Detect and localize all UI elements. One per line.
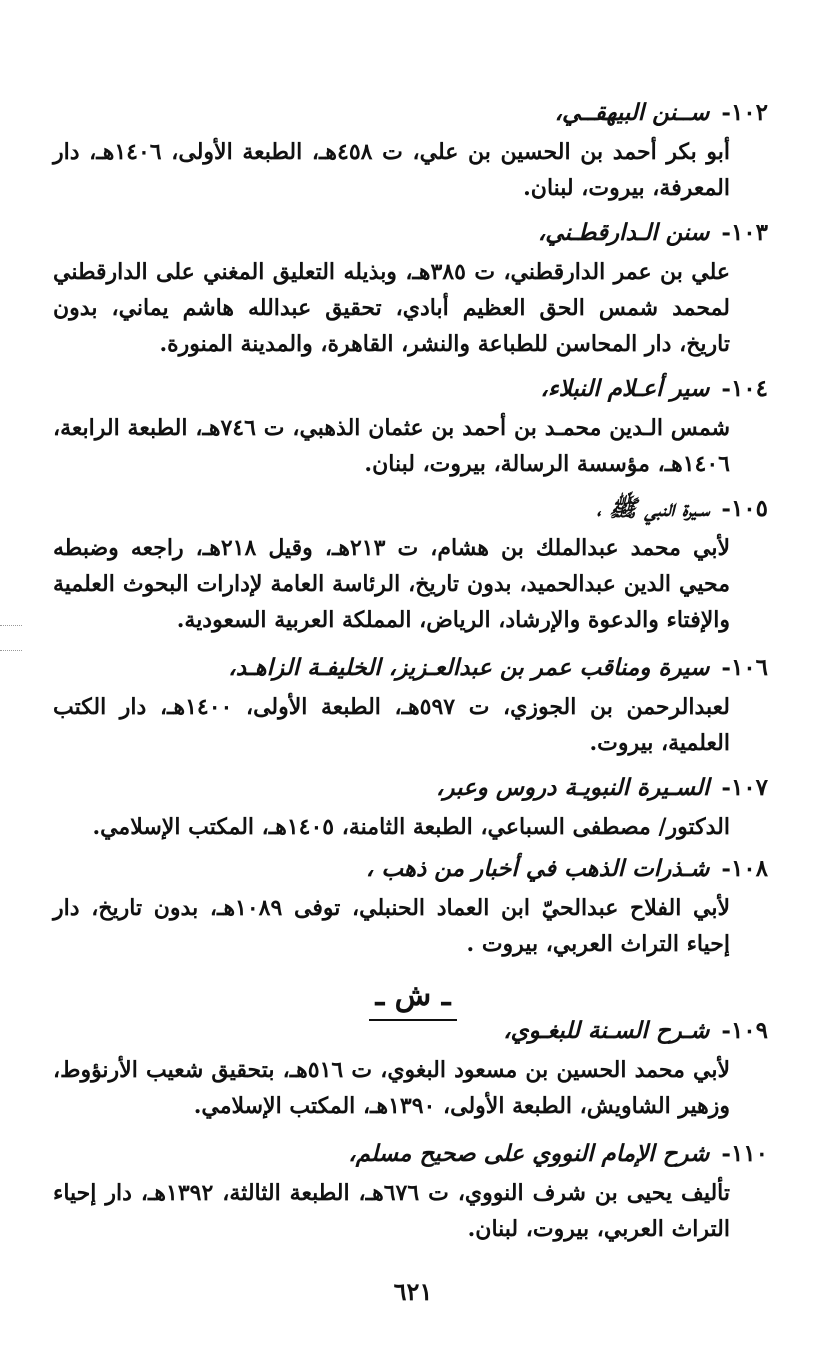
bibliography-entry-104 [53,372,768,482]
margin-dots [0,650,22,651]
margin-dots [0,625,22,626]
bibliography-entry-102 [53,96,768,206]
page-number: ٦٢١ [393,1277,433,1306]
bibliography-entry-103 [53,216,768,362]
entry-title: سير أعـلام النبلاء، [540,375,710,402]
entry-heading [53,96,768,130]
entry-title: ســنن البيهقــي، [554,99,710,126]
entry-details: شمس الـدين محمـد بن أحمد بن عثمان الذهبي، ت ٧٤٦هـ، الطبعة الرابعة، ١٤٠٦هـ، مؤسسة الرسالة، بيروت، لبنان. [53,415,730,477]
entry-details: لعبدالرحمن بن الجوزي، ت ٥٩٧هـ، الطبعة الأولى، ١٤٠٠هـ، دار الكتب العلمية، بيروت. [53,694,730,756]
entry-title: السـيرة النبويـة دروس وعبر، [435,774,710,801]
bibliography-entry-105 [53,492,768,638]
entry-number: ١٠٥- [721,495,768,522]
bibliography-entry-109 [53,1014,768,1124]
entry-heading [53,492,768,526]
entry-number: ١١٠- [721,1140,768,1167]
entry-heading [53,1137,768,1171]
entry-number: ١٠٧- [721,774,768,801]
bibliography-entry-108 [53,852,768,962]
entry-details: لأبي الفلاح عبدالحيّ ابن العماد الحنبلي، توفى ١٠٨٩هـ، بدون تاريخ، دار إحياء التراث العربي، بيروت . [53,895,731,957]
entry-heading [53,651,768,685]
entry-heading [53,771,768,805]
entry-title: سـيرة النبي ﷺ ، [596,495,710,522]
entry-details: أبو بكر أحمد بن الحسين بن علي، ت ٤٥٨هـ، الطبعة الأولى، ١٤٠٦هـ، دار المعرفة، بيروت، لبنان. [53,139,731,201]
bibliography-entry-106 [53,651,768,761]
bibliography-entry-110 [53,1137,768,1247]
entry-number: ١٠٣- [721,219,768,246]
entry-heading [53,372,768,406]
entry-number: ١٠٢- [721,99,768,126]
entry-details: لأبي محمد الحسين بن مسعود البغوي، ت ٥١٦هـ، بتحقيق شعيب الأرنؤوط، وزهير الشاويش، الطبعة الأولى، ١٣٩٠هـ، المكتب الإسلامي. [53,1057,731,1119]
entry-title: سيرة ومناقب عمر بن عبدالعـزيز، الخليفـة الزاهـد، [228,654,710,681]
entry-title: سنن الـدارقطـني، [537,219,710,246]
entry-title: شـذرات الذهب في أخبار من ذهب ، [365,855,710,882]
entry-details: تأليف يحيى بن شرف النووي، ت ٦٧٦هـ، الطبعة الثالثة، ١٣٩٢هـ، دار إحياء التراث العربي، بيروت، لبنان. [53,1180,730,1242]
entry-title: شـرح السـنة للبغـوي، [503,1017,710,1044]
entry-heading [53,852,768,886]
section-letter: ـ ش ـ [369,975,456,1021]
entry-number: ١٠٨- [721,855,768,882]
entry-number: ١٠٩- [721,1017,768,1044]
entry-title: شرح الإمام النووي على صحيح مسلم، [348,1140,710,1167]
entry-details: الدكتور/ مصطفى السباعي، الطبعة الثامنة، ١٤٠٥هـ، المكتب الإسلامي. [92,814,730,840]
bibliography-entry-107 [53,771,768,845]
entry-number: ١٠٤- [721,375,768,402]
entry-details: علي بن عمر الدارقطني، ت ٣٨٥هـ، وبذيله التعليق المغني على الدارقطني لمحمد شمس الحق العظيم أبادي، تحقيق عبدالله هاشم يماني، بدون تاريخ، دار المحاسن للطباعة والنشر، القاهرة، والمدينة المنورة. [53,259,730,357]
entry-heading [53,216,768,250]
entry-number: ١٠٦- [721,654,768,681]
entry-heading [53,1014,768,1048]
entry-details: لأبي محمد عبدالملك بن هشام، ت ٢١٣هـ، وقيل ٢١٨هـ، راجعه وضبطه محيي الدين عبدالحميد، بدون تاريخ، الرئاسة العامة لإدارات البحوث العلمية والإفتاء والدعوة والإرشاد، الرياض، المملكة العربية السعودية. [53,535,730,633]
